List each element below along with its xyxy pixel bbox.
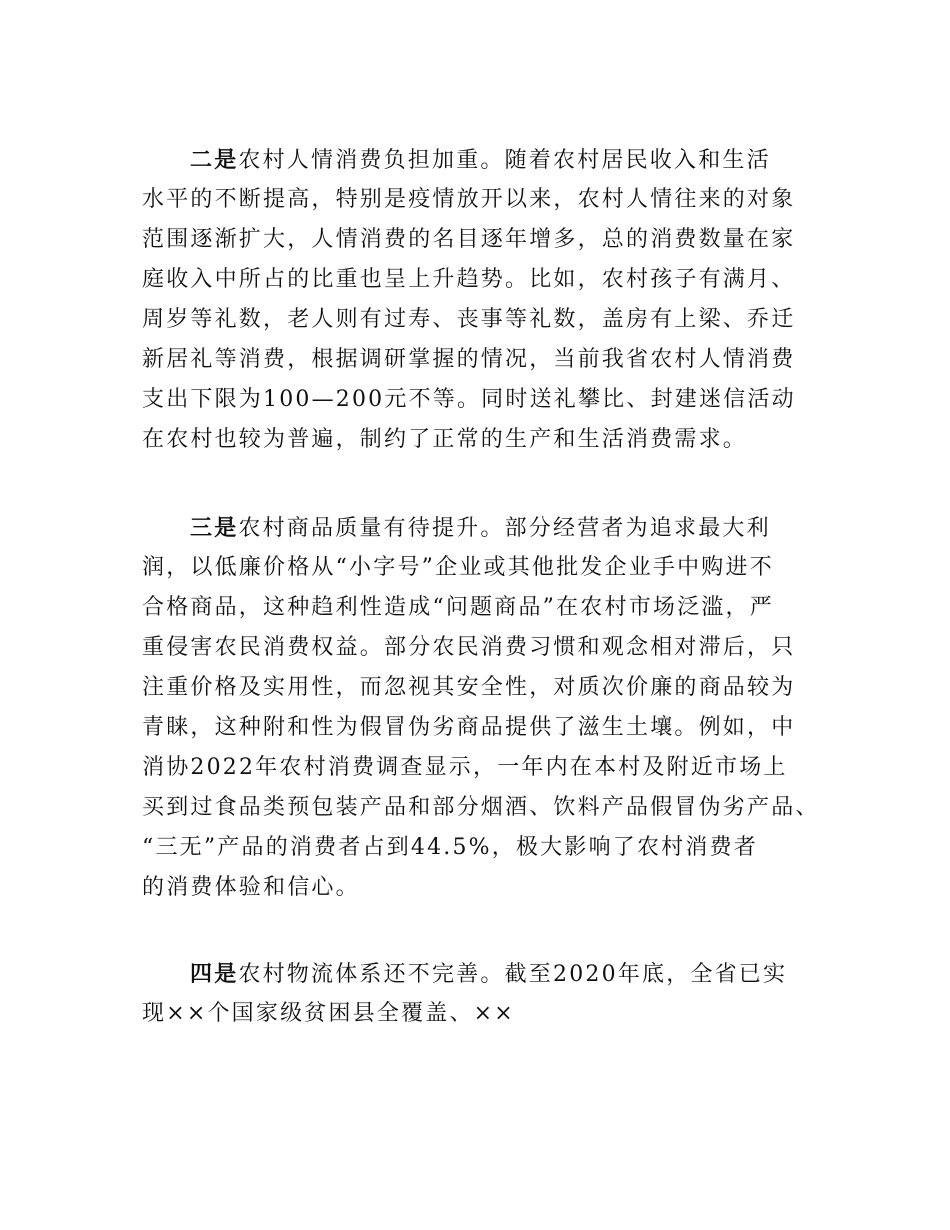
paragraph-lead: 三是 [190,515,239,541]
paragraph-line: 周岁等礼数，老人则有过寿、丧事等礼数，盖房有上梁、乔迁 [142,307,796,332]
paragraph-lead: 二是 [190,147,239,173]
paragraph-line: 润，以低廉价格从“小字号”企业或其他批发企业手中购进不 [142,555,774,580]
paragraph-line: 消协2022年农村消费调查显示，一年内在本村及附近市场上 [142,755,788,780]
paragraph-line: 庭收入中所占的比重也呈上升趋势。比如，农村孩子有满月、 [142,267,796,292]
paragraph-line: 范围逐渐扩大，人情消费的名目逐年增多，总的消费数量在家 [142,227,796,252]
paragraph-first-line: 三是农村商品质量有待提升。部分经营者为追求最大利 [190,515,771,541]
paragraph-line: 在农村也较为普遍，制约了正常的生产和生活消费需求。 [142,427,748,452]
paragraph-line: 重侵害农民消费权益。部分农民消费习惯和观念相对滞后，只 [142,635,796,660]
paragraph-rural-logistics [142,954,842,1034]
paragraph-line: 支出下限为100—200元不等。同时送礼攀比、封建迷信活动 [142,387,796,412]
paragraph-line: 的消费体验和信心。 [142,875,360,900]
paragraph-line: 水平的不断提高，特别是疫情放开以来，农村人情往来的对象 [142,187,796,212]
paragraph-line: 合格商品，这种趋利性造成“问题商品”在农村市场泛滥，严 [142,595,774,620]
paragraph-line: 现××个国家级贫困县全覆盖、×× [142,1001,515,1026]
paragraph-lead: 四是 [190,961,239,987]
paragraph-rural-favor-spending [142,140,842,460]
paragraph-line: 青睐，这种附和性为假冒伪劣商品提供了滋生土壤。例如，中 [142,715,796,740]
paragraph-first-line: 二是农村人情消费负担加重。随着农村居民收入和生活 [190,147,771,173]
paragraph-first-line: 四是农村物流体系还不完善。截至2020年底，全省已实 [190,961,788,987]
paragraph-line: 注重价格及实用性，而忽视其安全性，对质次价廉的商品较为 [142,675,796,700]
paragraph-line: “三无”产品的消费者占到44.5%，极大影响了农村消费者 [142,835,758,860]
paragraph-line: 买到过食品类预包装产品和部分烟酒、饮料产品假冒伪劣产品、 [142,795,820,820]
paragraph-line: 新居礼等消费，根据调研掌握的情况，当前我省农村人情消费 [142,347,796,372]
paragraph-rural-product-quality [142,508,842,908]
